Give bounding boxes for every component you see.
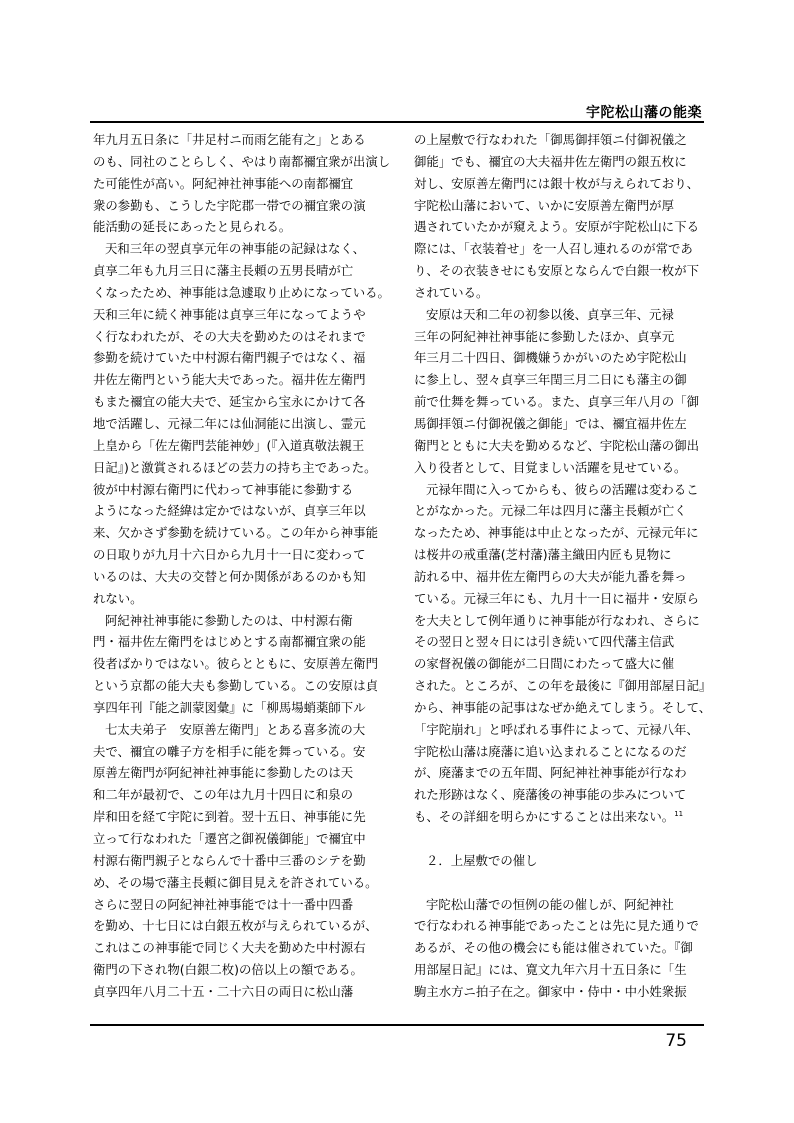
text-line [93,238,385,260]
line-text: 宇陀松山藩での恒例の能の催しが、阿紀神社 [426,896,674,912]
text-line [414,522,706,544]
line-text: された。ところが、この年を最後に『御用部屋日記』 [414,678,712,694]
text-line [93,981,385,1003]
section-heading [414,850,706,872]
text-line [93,937,385,959]
line-text: 貞享四年八月二十五・二十六日の両日に松山藩 [93,983,354,999]
text-line [93,544,385,566]
line-text: も、その詳細を明らかにすることは出来ない。 [414,809,675,825]
text-line [414,653,706,675]
text-line [414,762,706,784]
text-line [414,282,706,304]
text-line [93,588,385,610]
line-text: り、その衣装きせにも安原とならんで白銀一枚が下 [414,263,699,279]
text-line [414,741,706,763]
line-text: 阿紀神社神事能に参勤したのは、中村源右衛 [105,612,353,628]
line-text: を大夫として例年通りに神事能が行なわれ、さらに [414,612,700,628]
text-line [93,413,385,435]
text-line [414,806,706,828]
line-text: その翌日と翌々日には引き続いて四代藩主信武 [414,634,675,650]
text-line [414,566,706,588]
line-text: 彼が中村源右衛門に代わって神事能に参勤する [93,481,354,497]
left-text-column [93,129,391,1003]
text-line [93,347,385,369]
text-line [93,959,385,981]
line-text: から、神事能の記事はなぜか絶えてしまう。そして、 [414,699,712,715]
line-text: くなったため、神事能は急遽取り止めになっている。 [93,284,390,300]
right-text-column [414,129,712,1003]
text-line [93,129,385,151]
page-number: 75 [665,1031,687,1051]
line-text: 夫で、禰宜の囃子方を相手に能を舞っている。安 [93,743,366,759]
line-text: 能活動の延長にあったと見られる。 [93,219,292,235]
text-line [93,697,385,719]
line-text: 年九月五日条に「井足村ニ而雨乞能有之」とある [93,132,366,147]
line-text: 天和三年に続く神事能は貞享三年になってようや [93,306,366,322]
line-text: 立って行なわれた「遷宮之御祝儀御能」で禰宜中 [93,831,366,846]
line-text: ２．上屋敷での催し [426,852,538,868]
line-text: 宇陀松山藩において、いかに安原善左衛門が厚 [414,197,674,213]
line-text: 元禄年間に入ってからも、彼らの活躍は変わるこ [426,481,699,497]
text-line [93,675,385,697]
line-text: 前で仕舞を舞っている。また、貞享三年八月の「御 [414,394,699,410]
line-text: 村源右衛門親子とならんで十番中三番のシテを勤 [93,852,366,868]
text-line [414,129,706,151]
line-text: の上屋敷で行なわれた「御馬御拝領ニ付御祝儀之 [414,132,687,147]
text-line [414,937,706,959]
text-line [93,151,391,173]
line-text: 上皇から「佐左衛門芸能神妙」(『入道真敬法親王 [93,437,365,453]
text-line [414,391,706,413]
text-line [414,413,706,435]
text-line [93,719,385,741]
line-text: のも、同社のことらしく、やはり南都禰宜衆が出演し [93,153,391,169]
text-line [93,872,385,894]
line-text: 入り役者として、目覚ましい活躍を見せている。 [414,459,687,475]
text-line [414,610,706,632]
line-text: 衛門とともに大夫を勤めるなど、宇陀松山藩の御出 [414,437,699,453]
text-line [93,173,385,195]
line-text: 用部屋日記』には、寛文九年六月十五日条に「生 [414,962,687,978]
text-line [93,522,385,544]
line-text: 天和三年の翌貞享元年の神事能の記録はなく、 [105,241,365,257]
text-line [93,216,385,238]
text-line [414,173,706,195]
text-line [414,326,706,348]
line-text: とがなかった。元禄二年は四月に藩主長頼が亡く [414,503,687,519]
line-text: なったため、神事能は中止となったが、元禄元年に [414,525,699,541]
line-text: 「宇陀崩れ」と呼ばれる事件によって、元禄八年、 [414,721,699,737]
text-line [414,959,706,981]
text-line [93,653,385,675]
line-text: ようになった経緯は定かではないが、貞享三年以 [93,503,366,519]
line-text: 安原は天和二年の初参以後、貞享三年、元禄 [426,306,674,322]
text-line [414,195,706,217]
blank-line [414,828,706,850]
text-line [93,391,385,413]
text-line [414,304,706,326]
line-text: で行なわれる神事能であったことは先に見た通りで [414,918,699,934]
line-text: の家督祝儀の御能が二日間にわたって盛大に催 [414,656,675,672]
blank-line [414,872,706,894]
line-text: を勤め、十七日には白銀五枚が与えられているが、 [93,918,378,934]
text-line [93,282,390,304]
text-line [93,195,385,217]
text-line [93,500,385,522]
line-text: 日記』)と激賞されるほどの芸力の持ち主であった。 [93,459,377,475]
line-text: ている。元禄三年にも、九月十一日に福井・安原ら [414,590,699,606]
line-text: 年三月二十四日、御機嫌うかがいのため宇陀松山 [414,350,687,366]
line-text: という京都の能大夫も参勤している。この安原は貞 [93,678,378,694]
text-line [414,500,706,522]
text-line [414,151,706,173]
line-text: 井佐左衛門という能大夫であった。福井佐左衛門 [93,372,366,388]
text-line [414,369,706,391]
text-line [414,915,706,937]
line-text: の日取りが九月十六日から九月十一日に変わって [93,547,366,563]
text-line [93,762,385,784]
line-text: 三年の阿紀神社神事能に参勤したほか、貞享元 [414,328,675,344]
line-text: 原善左衛門が阿紀神社神事能に参勤したのは天 [93,765,354,781]
text-line [414,435,706,457]
line-text: 衆の参勤も、こうした宇陀郡一帯での禰宜衆の演 [93,197,366,213]
text-line [93,784,385,806]
line-text: さらに翌日の阿紀神社神事能では十一番中四番 [93,896,354,912]
line-text: あるが、その他の機会にも能は催されていた。『御 [414,940,693,956]
line-text: 対し、安原善左衛門には銀十枚が与えられており、 [414,175,699,191]
line-text: は桜井の戒重藩(芝村藩)藩主織田内匠も見物に [414,547,672,563]
text-line [93,610,385,632]
line-text: 門・福井佐左衛門をはじめとする南都禰宜衆の能 [93,634,366,650]
line-text: に参上し、翌々貞享三年閏三月二日にも藩主の御 [414,372,687,388]
text-line [414,981,706,1003]
text-line [93,435,385,457]
line-text: 地で活躍し、元禄二年には仙洞能に出演し、霊元 [93,415,366,431]
text-line [93,631,385,653]
line-text: 衛門の下され物(白銀二枚)の倍以上の額である。 [93,962,363,978]
text-line [93,741,385,763]
line-text: 遇されていたかが窺えよう。安原が宇陀松山に下る [414,219,699,235]
line-text: 参勤を続けていた中村源右衛門親子ではなく、福 [93,350,366,366]
line-text: め、その場で藩主長頼に御目見えを許されている。 [93,874,378,890]
line-text: 岸和田を経て宇陀に到着。翌十五日、神事能に先 [93,809,366,825]
text-line [93,326,385,348]
text-line [414,631,706,653]
line-text: 和二年が最初で、この年は九月十四日に和泉の [93,787,353,803]
text-line [414,588,706,610]
footer-rule [90,1024,704,1026]
line-text: 御能」でも、禰宜の大夫福井佐左衛門の銀五枚に [414,153,687,169]
line-text: 役者ばかりではない。彼らとともに、安原善左衛門 [93,656,378,672]
line-text: 七太夫弟子 安原善左衛門」とある喜多流の大 [105,721,366,737]
line-text: 宇陀松山藩は廃藩に追い込まれることになるのだ [414,743,687,759]
text-line [414,347,706,369]
line-text: れた形跡はなく、廃藩後の神事能の歩みについて [414,787,687,803]
line-text: 来、欠かさず参勤を続けている。この年から神事能 [93,525,378,541]
text-line [93,894,385,916]
text-line [414,238,706,260]
line-text: 際には、「衣装着せ」を一人召し連れるのが常であ [414,241,693,257]
line-text: 貞享二年も九月三日に藩主長頼の五男長晴が亡 [93,263,354,279]
text-line [414,544,706,566]
text-line [414,894,706,916]
running-header-title: 宇陀松山藩の能楽 [586,105,702,121]
text-line [414,719,706,741]
text-line [93,566,385,588]
line-text: く行なわれたが、その大夫を勤めたのはそれまで [93,328,366,344]
text-line [93,915,385,937]
header-rule [90,121,704,123]
line-text: これはこの神事能で同じく大夫を勤めた中村源右 [93,940,366,956]
line-text: 駒主水方ニ拍子在之。御家中・侍中・中小姓衆振 [414,983,687,999]
text-line [93,828,385,850]
text-line [93,850,385,872]
text-line [93,479,385,501]
text-line [414,675,712,697]
line-text: た可能性が高い。阿紀神社神事能への南都禰宜 [93,175,354,191]
text-line [414,479,706,501]
text-line [414,697,712,719]
line-text: されている。 [414,284,489,300]
text-line [93,260,385,282]
text-line [93,806,385,828]
line-text: れない。 [93,590,143,606]
line-text: もまた禰宜の能大夫で、延宝から宝永にかけて各 [93,394,366,410]
line-text: 享四年刊『能之訓蒙図彙』に「柳馬場蛸薬師下ル [93,699,366,715]
line-text: が、廃藩までの五年間、阿紀神社神事能が行なわ [414,765,687,781]
text-line [414,260,706,282]
text-line [414,457,706,479]
text-line [93,457,385,479]
line-text: 馬御拝領ニ付御祝儀之御能」では、禰宜福井佐左 [414,415,687,431]
text-line [93,304,385,326]
text-line [414,216,706,238]
footnote-marker: 11 [674,810,684,819]
text-line [414,784,706,806]
line-text: 訪れる中、福井佐左衛門らの大夫が能九番を舞っ [414,568,687,584]
text-line [93,369,385,391]
line-text: いるのは、大夫の交替と何か関係があるのかも知 [93,568,366,584]
